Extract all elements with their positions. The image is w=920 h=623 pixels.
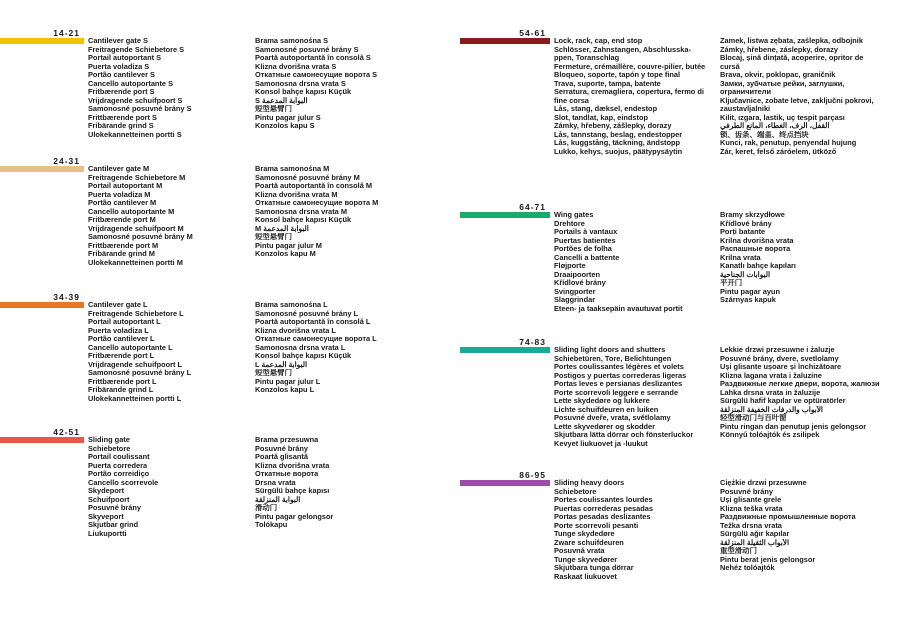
color-bar [0,38,84,44]
translated-name: الأبواب والدرفات الخفيفة المنزلقة [720,405,823,414]
translated-name: Frittbærende port M [88,241,159,250]
translated-name: Kunci, rak, penutup, penyendal hujung [720,139,857,147]
range-label: 64-71 [519,202,546,212]
translated-name: Puerta voladiza S [88,62,150,71]
names-column-primary [554,37,705,156]
translated-name: Freitragende Schiebetore L [88,309,184,318]
translated-name: Trava, suporte, tampa, batente [554,79,661,88]
color-bar [0,302,84,308]
translated-name: Konsol bahçe kapısı Küçük [255,352,352,360]
color-bar [460,480,550,486]
translated-name: Posuvné brány [720,487,773,496]
translated-name: Samonosna drsna vrata S [255,79,346,88]
translated-name: Lock, rack, cap, end stop [554,37,643,45]
translated-name: Lette skydedøre og lukkere [554,397,650,405]
range-label: 42-51 [53,427,80,437]
translated-name: Zár, keret, felső záróelem, ütköző [720,147,837,156]
translated-name: Liukuportti [88,529,127,538]
translated-name: Cancello autoportante M [88,207,175,216]
translated-name: Pintu berat jenis gelongsor [720,555,816,564]
translated-name: Откатные самонесущие ворота S [255,71,378,79]
translated-name: Postigos y puertas correderas ligeras [554,371,687,380]
translated-name: Раздвижные промышленные ворота [720,513,856,521]
names-column-secondary [255,165,378,259]
translated-name: 锁、齿条、端盖、终点挡块 [720,130,809,139]
translated-name: Bloqueo, soporte, tapón y tope final [554,71,681,79]
translated-name: Slot, tandlat, kap, eindstop [554,113,649,122]
translated-name: Lås, stang, dæksel, endestop [554,105,658,113]
translated-name: Tolókapu [255,521,288,529]
names-column-secondary [720,479,856,573]
translated-name: Zamek, listwa zębata, zaślepka, odbojnik [720,37,863,45]
translated-name: Nehéz tolóajtók [720,564,775,572]
translated-name: Cancello scorrevole [88,478,159,487]
translated-name: Cancello autoportante L [88,343,173,352]
translated-name: Portão cantilever L [88,335,155,343]
translated-name: Křídlové brány [720,219,772,228]
names-column-secondary [720,37,874,156]
translated-name: Blocaj, șină dințată, acoperire, opritor de [720,54,864,62]
translated-name: Samonosné posuvné brány L [88,369,192,377]
translated-name: Frittbærende port S [88,113,157,122]
translated-name: Fløjporte [554,262,586,270]
translated-name: Brava, okvir, poklopac, graničnik [720,71,836,79]
translated-name: Puerta corredera [88,461,148,470]
translated-name: الأبواب الثقيلة المنزلقة [720,538,790,547]
translated-name: Klizna dvorišna vrata [255,461,330,470]
translated-name: Cantilever gate S [88,37,148,45]
color-bar [460,347,550,353]
translated-name: Lichte schuifdeuren en luiken [554,405,659,414]
translated-name: Schiebetore [554,487,597,496]
translated-name: 短型悬臂门 [255,105,292,113]
translated-name: Brama przesuwna [255,436,319,444]
translated-name: 滑动门 [255,504,278,512]
translated-name: Porte scorrevoli pesanti [554,521,639,530]
translated-name: Posuvné brány [255,444,308,453]
translated-name: Porte scorrevoli leggere e serrande [554,388,679,397]
range-label: 86-95 [519,470,546,480]
translated-name: Cancelli a battente [554,253,620,262]
translated-name: Распашные ворота [720,245,791,253]
translated-name: Poartă autoportantă în consolă L [255,318,371,326]
translated-name: Pintu pagar julur S [255,113,321,122]
translated-name: Kanatlı bahçe kapıları [720,262,796,270]
translated-name: Svingporter [554,287,596,296]
translated-name: Portail coulissant [88,453,150,461]
translated-name: Portão cantilever S [88,71,155,79]
translated-name: Kilit, ızgara, lastik, uç tespit parçası [720,113,845,122]
translated-name: 短型悬臂门 [255,369,292,377]
translated-name: Lekkie drzwi przesuwne i żaluzje [720,346,835,354]
translated-name: Posuvné brány, dvere, svetlolamy [720,354,839,363]
translated-name: Zámky, hřebene, záslepky, dorazy [720,45,839,54]
color-bar [460,38,550,44]
translated-name: Szárnyas kapuk [720,296,776,304]
translated-name: Brama samonośna L [255,301,328,309]
translated-name: Vrijdragende schuifpoort S [88,96,183,105]
translated-name: Puertas batientes [554,236,616,245]
translated-name: Kevyet liukuovet ja -luukut [554,439,648,448]
names-column-secondary [255,301,377,395]
translated-name: Ulokekannetteinen portti L [88,394,182,403]
translated-name: Fritbærende port L [88,352,155,360]
translated-name: Samonosné posuvné brány S [255,45,359,54]
translated-name: Раздвижные легкие двери, ворота, жалюзи [720,380,880,388]
translated-name: fine corsa [554,96,589,105]
translated-name: Portas pesadas deslizantes [554,513,651,521]
translated-name: Bramy skrzydłowe [720,211,785,219]
translated-name: Uși glisante ușoare și închizătoare [720,363,842,371]
translated-name: Porți batante [720,228,766,236]
translated-name: Sürgülü ağır kapılar [720,530,790,538]
range-label: 24-31 [53,156,80,166]
translated-name: Fribärande grind M [88,250,155,258]
translated-name: Težka drsna vrata [720,521,782,530]
translated-name: Frittbærende port L [88,377,157,386]
translated-name: Portail autoportant L [88,318,161,326]
translated-name: Portail autoportant S [88,54,162,62]
translated-name: Fribärande grind S [88,122,154,130]
translated-name: القفل، الرف، الغطاء، المانع الطرفي [720,122,830,130]
color-bar [460,212,550,218]
translated-name: Schiebetore [88,444,131,453]
translated-name: Откатные самонесущие ворота M [255,199,379,207]
names-column-secondary [255,37,377,131]
translated-name: Konzolos kapu L [255,386,315,394]
translated-name: Skyveport [88,512,124,521]
translated-name: Ciężkie drzwi przesuwne [720,479,807,487]
translated-name: cursă [720,62,740,71]
translated-name: Lukko, kehys, suojus, päätypysäytin [554,147,683,156]
translated-name: Konsol bahçe kapısı Küçük [255,216,352,224]
range-label: 14-21 [53,28,80,38]
translated-name: Drsna vrata [255,478,296,487]
translated-name: Portões de folha [554,245,612,253]
translated-name: Lås, kuggstång, täckning, ändstopp [554,139,681,147]
translated-name: 轻型滑动门与百叶窗 [720,414,787,422]
names-column-primary [88,165,193,267]
translated-name: Drehtore [554,219,585,228]
translated-name: Uși glisante grele [720,496,782,504]
translated-name: Posuvné brány [88,504,141,512]
translated-name: Zámky, hřebeny, zášlepky, dorazy [554,122,672,130]
translated-name: Könnyű tolóajtók és zsilipek [720,431,820,439]
translated-name: Brama samonośna S [255,37,329,45]
names-column-primary [88,436,158,538]
translated-name: Lette skyvedører og skodder [554,422,656,431]
translated-name: Cancello autoportante S [88,79,174,88]
translated-name: Eteen- ja taaksepäin avautuvat portit [554,304,683,313]
translated-name: Skjutbara lätta dörrar och fönsterluckor [554,431,694,439]
translated-name: Draaipoorten [554,270,600,279]
names-column-primary [554,479,653,581]
translated-name: Skjutbar grind [88,521,139,529]
translated-name: Fritbærende port M [88,216,156,224]
translated-name: Fribärande grind L [88,386,154,394]
translated-name: Samonosna drsna vrata L [255,343,346,352]
translated-name: Откатные самонесущие ворота L [255,335,377,343]
translated-name: Poartă autoportantă în consolă M [255,182,373,190]
translated-name: Freitragende Schiebetore M [88,173,186,182]
translated-name: Pintu pagar julur L [255,377,321,386]
translated-name: Pintu pagar ayun [720,287,780,296]
translated-name: Schuifpoort [88,495,130,504]
range-label: 34-39 [53,292,80,302]
translated-name: Klizna dvorišna vrata L [255,326,336,335]
translated-name: Portão cantilever M [88,199,157,207]
translated-name: 平开门 [720,279,743,287]
translated-name: Krilna vrata [720,253,761,262]
translated-name: Cantilever gate L [88,301,148,309]
translated-name: Konzolos kapu M [255,250,316,258]
translated-name: Zware schuifdeuren [554,538,624,547]
translated-name: Konsol bahçe kapısı Küçük [255,88,352,96]
translated-name: ppen, Toranschlag [554,54,620,62]
translated-name: Freitragende Schiebetore S [88,45,185,54]
color-bar [0,166,84,172]
translated-name: Sürgülü bahçe kapısı [255,487,330,495]
translated-name: zaustavljalniki [720,105,771,113]
color-bar [0,437,84,443]
translated-name: Ključavnice, zobate letve, zaključni pokrovi, [720,96,874,105]
translated-name: Klizna lagana vrata i žaluzine [720,371,822,380]
translated-name: ограничители [720,88,772,96]
translated-name: Serratura, cremagliera, copertura, fermo di [554,88,704,96]
translated-name: Portail autoportant M [88,182,163,190]
translated-name: Slaggrindar [554,296,596,304]
translated-name: Tunge skydedøre [554,530,615,538]
names-column-primary [554,211,683,313]
translated-name: Ulokekannetteinen portti M [88,258,183,267]
translated-name: M البوابة المدعمة [255,224,309,233]
translated-name: Klizna dvorišna vrata M [255,190,338,199]
translated-name: Vrijdragende schuifpoort M [88,224,184,233]
translated-name: Wing gates [554,211,594,219]
translated-name: Pintu ringan dan penutup jenis gelongsor [720,422,867,431]
translated-name: البوابة المنزلقة [255,495,301,504]
translated-name: Samonosné posuvné brány M [88,233,193,241]
translated-name: Skjutbara tunga dörrar [554,564,634,572]
translated-name: Откатные ворота [255,470,319,478]
names-column-secondary [720,211,796,305]
translated-name: Portas leves e persianas deslizantes [554,380,683,388]
translated-name: Tunge skyvedører [554,555,618,564]
translated-name: Křídlové brány [554,279,606,287]
translated-name: Portails à vantaux [554,228,618,236]
translated-name: Sürgülü hafif kapılar ve optüratörler [720,397,846,405]
translated-name: Raskaat liukuovet [554,572,617,581]
translated-name: Puerta voladiza M [88,190,151,199]
translated-name: Samonosné posuvné brány M [255,173,360,182]
translated-name: Puertas correderas pesadas [554,504,654,513]
translated-name: Konzolos kapu S [255,122,315,130]
translated-name: S البوابة المدعمة [255,96,308,105]
translated-name: Vrijdragende schuifpoort L [88,360,183,369]
translated-name: Ulokekannetteinen portti S [88,130,182,139]
translated-name: Sliding light doors and shutters [554,346,666,354]
translated-name: Samonosné posuvné brány L [255,309,359,318]
names-column-primary [88,37,192,139]
translated-name: Portes coulissantes lourdes [554,496,653,504]
range-label: 54-61 [519,28,546,38]
range-label: 74-83 [519,337,546,347]
translated-name: Poartă glisantă [255,453,308,461]
translated-name: Portão correidiço [88,470,150,478]
translated-name: Pintu pagar julur M [255,241,322,250]
translated-name: 短型悬臂门 [255,233,292,241]
translated-name: Sliding gate [88,436,130,444]
names-column-primary [554,346,693,448]
translated-name: Замки, зубчатые рейки, заглушки, [720,79,845,88]
translated-name: L البوابة المدعمة [255,360,308,369]
translated-name: Samonosné posuvné brány S [88,105,192,113]
translated-name: Klizna dvorišna vrata S [255,62,337,71]
translated-name: Portes coulissantes légères et volets [554,363,684,371]
translated-name: Fermeture, crémaillère, couvre-pilier, butée [554,62,706,71]
translated-name: Pintu pagar gelongsor [255,512,334,521]
translated-name: Puerta voladiza L [88,326,149,335]
translated-name: Poartă autoportantă în consolă S [255,54,371,62]
translated-name: Schiebetüren, Tore, Belichtungen [554,354,672,363]
names-column-secondary [255,436,333,530]
translated-name: Brama samonośna M [255,165,330,173]
translated-name: Schlösser, Zahnstangen, Abschlusska- [554,45,691,54]
translated-name: Samonosna drsna vrata M [255,207,348,216]
translated-name: Posuvná vrata [554,547,605,555]
translated-name: 重型滑动门 [720,547,757,555]
names-column-secondary [720,346,880,440]
translated-name: Lås, tannstang, beslag, endestopper [554,130,683,139]
translated-name: Sliding heavy doors [554,479,625,487]
translated-name: Posuvné dveře, vrata, světlolamy [554,414,671,422]
translated-name: Skydeport [88,487,125,495]
translated-name: Cantilever gate M [88,165,150,173]
translated-name: Krilna dvorišna vrata [720,236,794,245]
names-column-primary [88,301,191,403]
translated-name: البوابات الجناحية [720,270,771,279]
translated-name: Lahka drsna vrata in žaluzije [720,388,821,397]
translated-name: Fritbærende port S [88,88,155,96]
translated-name: Klizna teška vrata [720,504,783,513]
